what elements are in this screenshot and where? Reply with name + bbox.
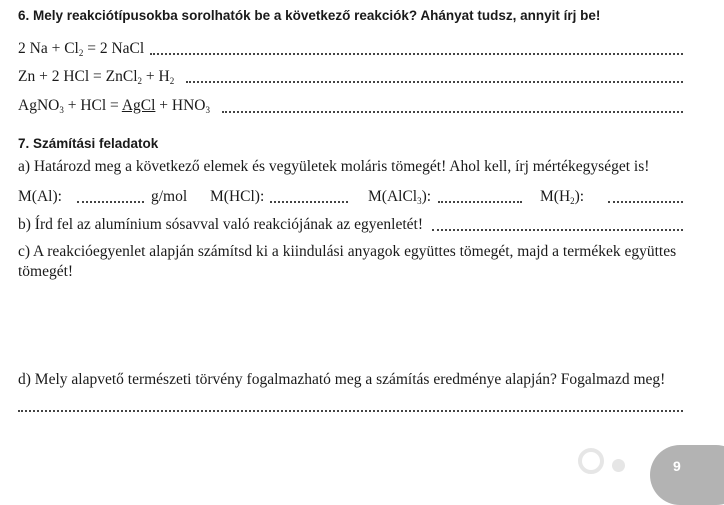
page-number-badge <box>650 445 724 505</box>
reaction-3-part: + HNO <box>155 97 206 114</box>
answer-line-d[interactable] <box>18 410 683 412</box>
molar-mass-hcl-label: M(HCl): <box>210 188 265 205</box>
answer-line-m-h2[interactable] <box>608 201 683 203</box>
molar-mass-al-label: M(Al): <box>18 188 62 205</box>
q7-b-text: b) Írd fel az alumínium sósavval való reakciójának az egyenletét! <box>18 216 423 233</box>
page-number: 9 <box>673 458 681 474</box>
reaction-2-part: + H <box>142 68 170 85</box>
reaction-3-part: AgNO <box>18 97 60 114</box>
reaction-1 <box>18 40 144 58</box>
q7-d-text: d) Mely alapvető természeti törvény fogalmazható meg a számítás eredménye alapján? Fogalmazd meg! <box>18 371 666 388</box>
molar-mass-al-unit: g/mol <box>151 188 188 205</box>
answer-line-reaction-1[interactable] <box>150 53 683 55</box>
label-part: M(H <box>540 188 571 205</box>
subscript: 3 <box>59 105 64 115</box>
q7-a-text: a) Határozd meg a következő elemek és vegyületek moláris tömegét! Ahol kell, írj mértékegységet is! <box>18 158 650 175</box>
reaction-3-part: + HCl = <box>63 97 122 114</box>
label-part: ): <box>421 188 432 205</box>
subscript: 2 <box>570 196 575 206</box>
label-part: M(AlCl <box>368 188 418 205</box>
molar-mass-alcl3-label <box>368 188 431 206</box>
q7-title: 7. Számítási feladatok <box>18 136 159 151</box>
reaction-1-part: 2 Na + Cl <box>18 40 79 57</box>
answer-line-reaction-2[interactable] <box>186 81 683 83</box>
subscript: 2 <box>78 48 84 58</box>
answer-line-m-al[interactable] <box>77 201 144 203</box>
subscript: 3 <box>205 105 210 115</box>
q7-c-text-line1: c) A reakcióegyenlet alapján számítsd ki a kiindulási anyagok együttes tömegét, majd a termékek együttes <box>18 243 677 260</box>
decorative-dot-icon <box>612 459 625 472</box>
reaction-1-part: = 2 NaCl <box>83 40 145 57</box>
answer-line-reaction-3[interactable] <box>222 111 683 113</box>
subscript: 2 <box>137 76 143 86</box>
reaction-2 <box>18 68 174 86</box>
reaction-2-part: Zn + 2 HCl = ZnCl <box>18 68 138 85</box>
q7-c-text-line2: tömegét! <box>18 263 74 280</box>
answer-line-m-hcl[interactable] <box>270 201 348 203</box>
molar-mass-h2-label <box>540 188 584 206</box>
subscript: 3 <box>417 196 422 206</box>
subscript: 2 <box>169 76 175 86</box>
decorative-circle-icon <box>578 448 604 474</box>
reaction-3-precipitate: AgCl <box>121 97 156 114</box>
reaction-3 <box>18 97 210 115</box>
label-part: ): <box>574 188 585 205</box>
answer-line-m-alcl3[interactable] <box>438 201 522 203</box>
answer-line-b[interactable] <box>432 229 683 231</box>
q6-title: 6. Mely reakciótípusokba sorolhatók be a következő reakciók? Ahányat tudsz, annyit írj be! <box>18 8 601 23</box>
